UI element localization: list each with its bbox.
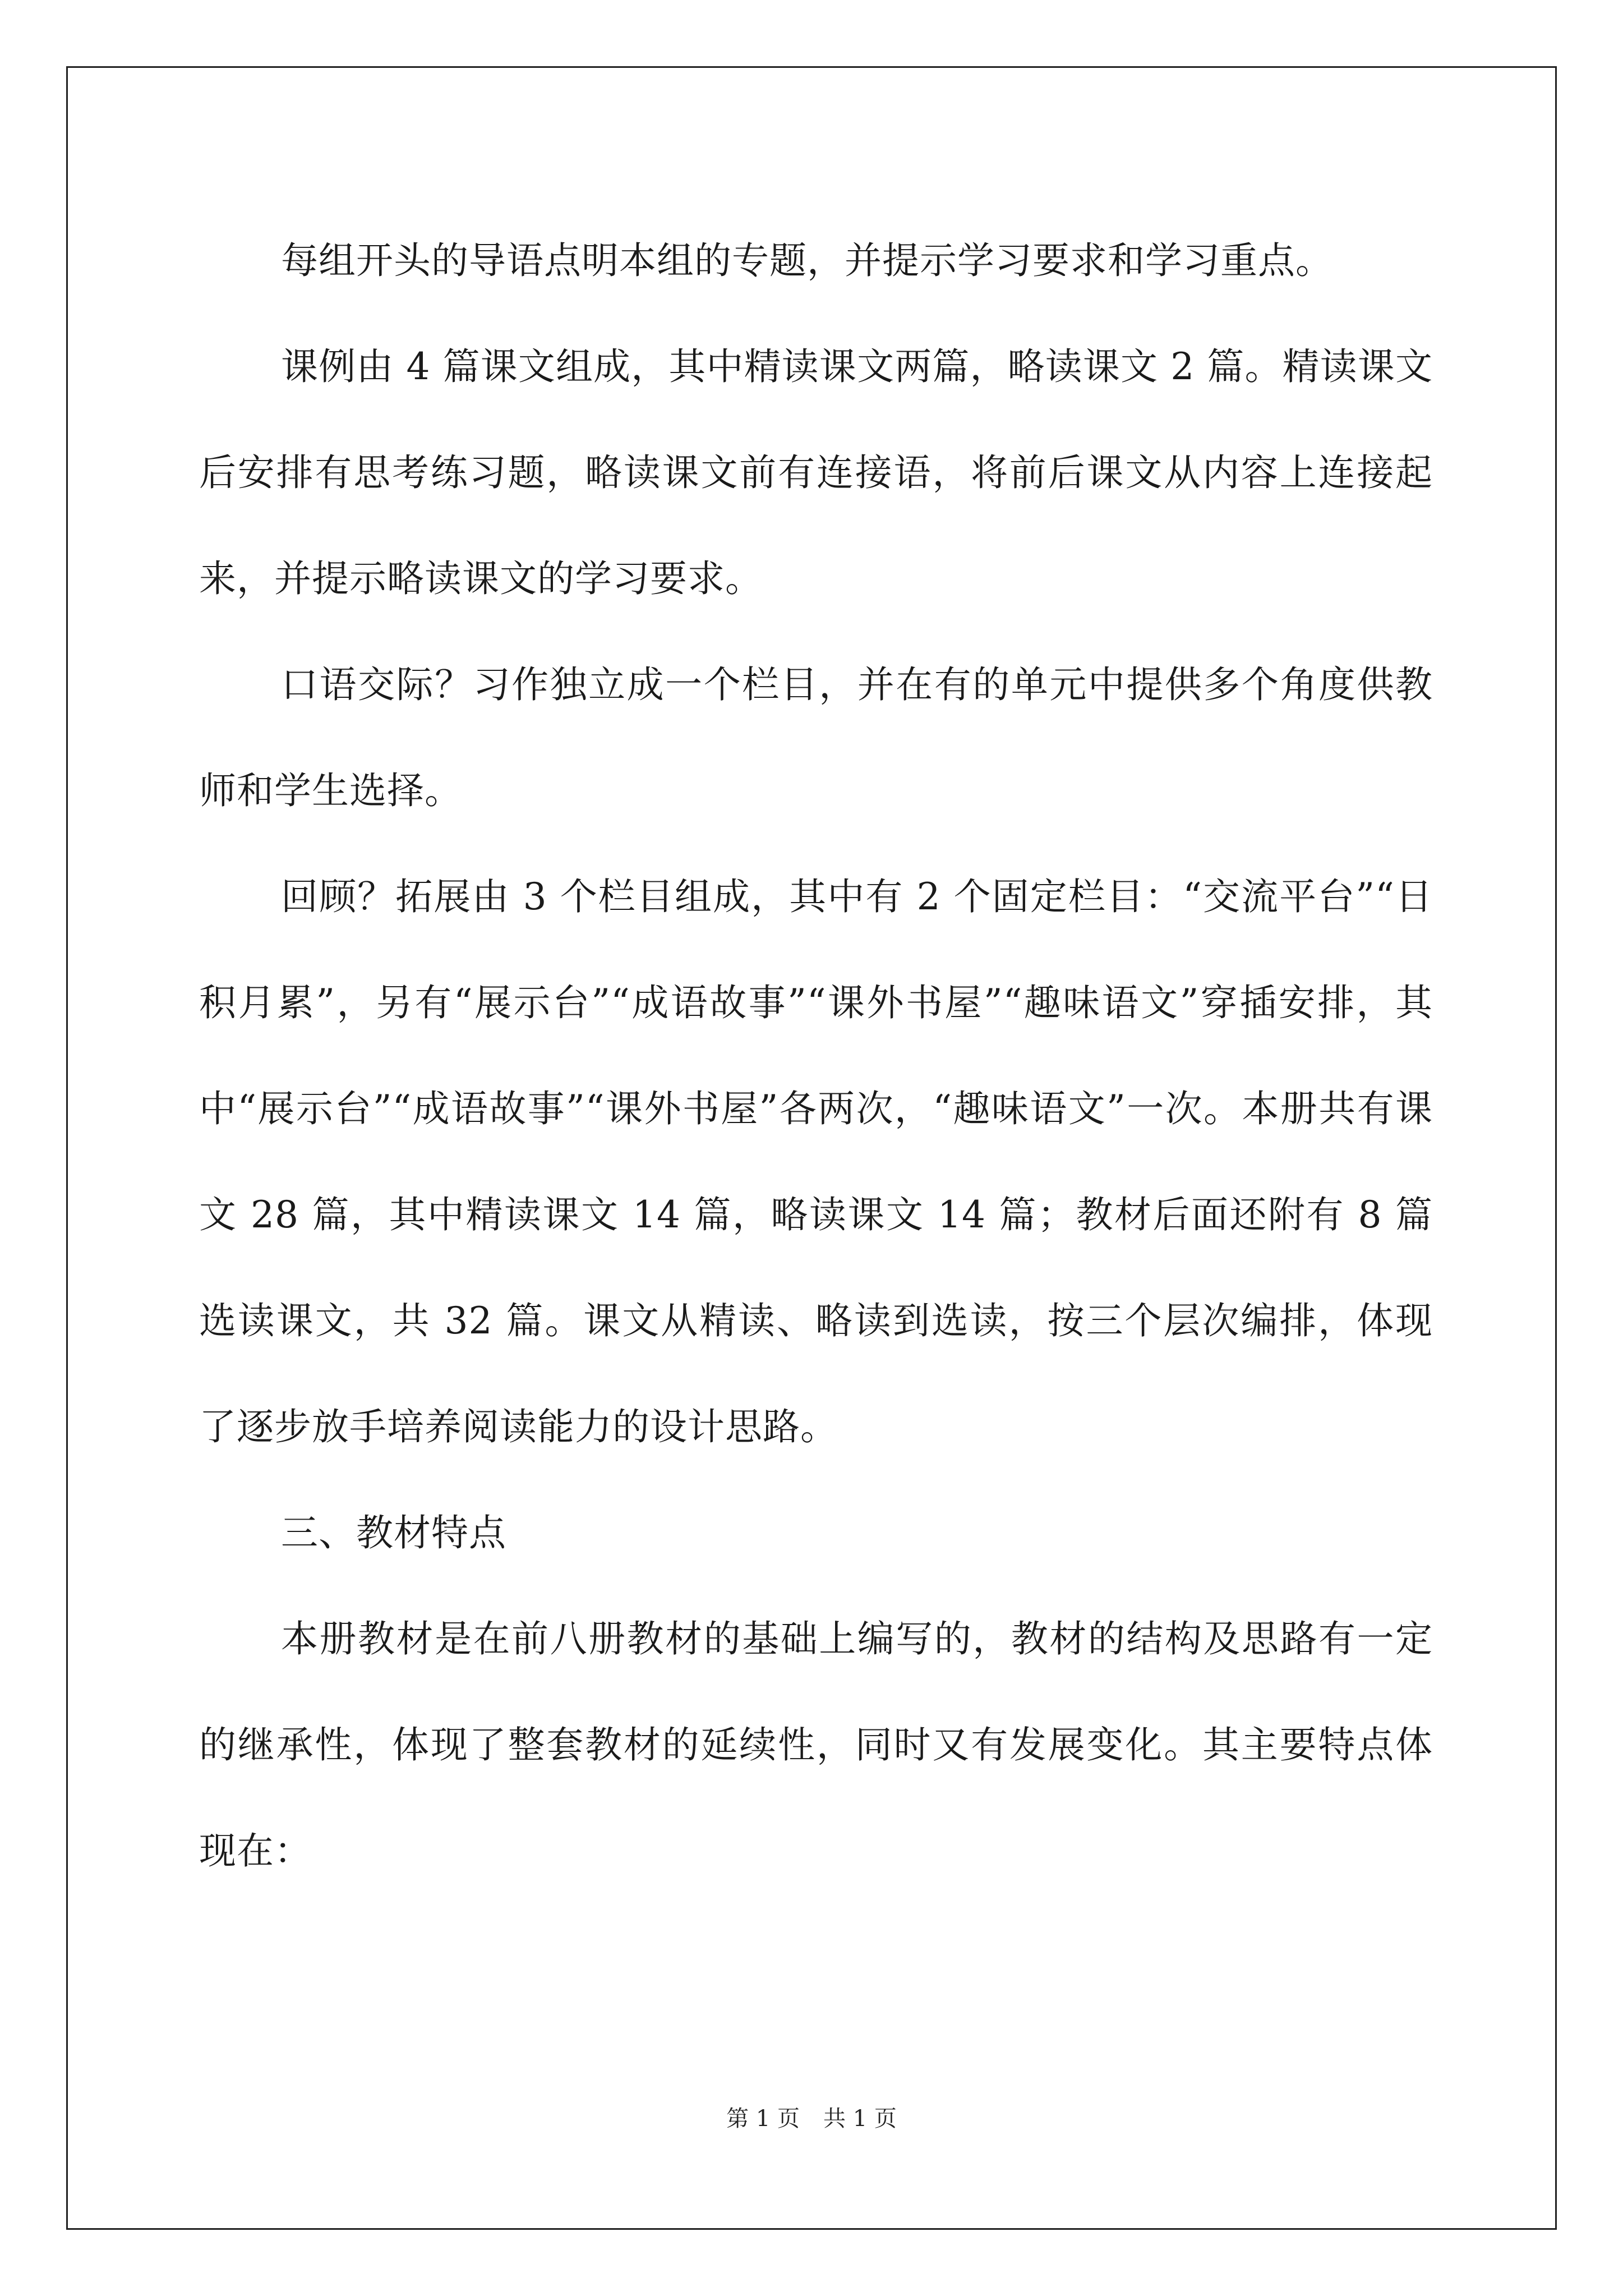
section-heading: 三、教材特点 (281, 1511, 506, 1554)
document-body (199, 208, 1433, 1904)
paragraph-review-expand: 回顾？拓展由 3 个栏目组成，其中有 2 个固定栏目：“交流平台”“日积月累”，另有“展示台”“成语故事”“课外书屋”“趣味语文”穿插安排，其中“展示台”“成语故事”“课外书屋”各两次，“趣味语文”一次。本册共有课文 28 篇，其中精读课文 14 篇，略读课文 14 篇；教材后面还附有 8 篇选读课文，共 32 篇。课文从精读、略读到选读，按三个层次编排，体现了逐步放手培养阅读能力的设计思路。 (199, 875, 1433, 1448)
paragraph-intro-guide: 每组开头的导语点明本组的专题，并提示学习要求和学习重点。 (281, 239, 1333, 282)
paragraph-textbook-features: 本册教材是在前八册教材的基础上编写的，教材的结构及思路有一定的继承性，体现了整套教材的延续性，同时又有发展变化。其主要特点体现在： (199, 1617, 1433, 1872)
page-number-total: 共 1 页 (823, 2106, 897, 2132)
paragraph-oral-writing: 口语交际？习作独立成一个栏目，并在有的单元中提供多个角度供教师和学生选择。 (199, 663, 1433, 812)
page-number-current: 第 1 页 (726, 2106, 800, 2132)
paragraph-lesson-structure: 课例由 4 篇课文组成，其中精读课文两篇，略读课文 2 篇。精读课文后安排有思考练习题，略读课文前有连接语，将前后课文从内容上连接起来，并提示略读课文的学习要求。 (199, 345, 1433, 600)
page-footer (0, 2101, 1623, 2133)
